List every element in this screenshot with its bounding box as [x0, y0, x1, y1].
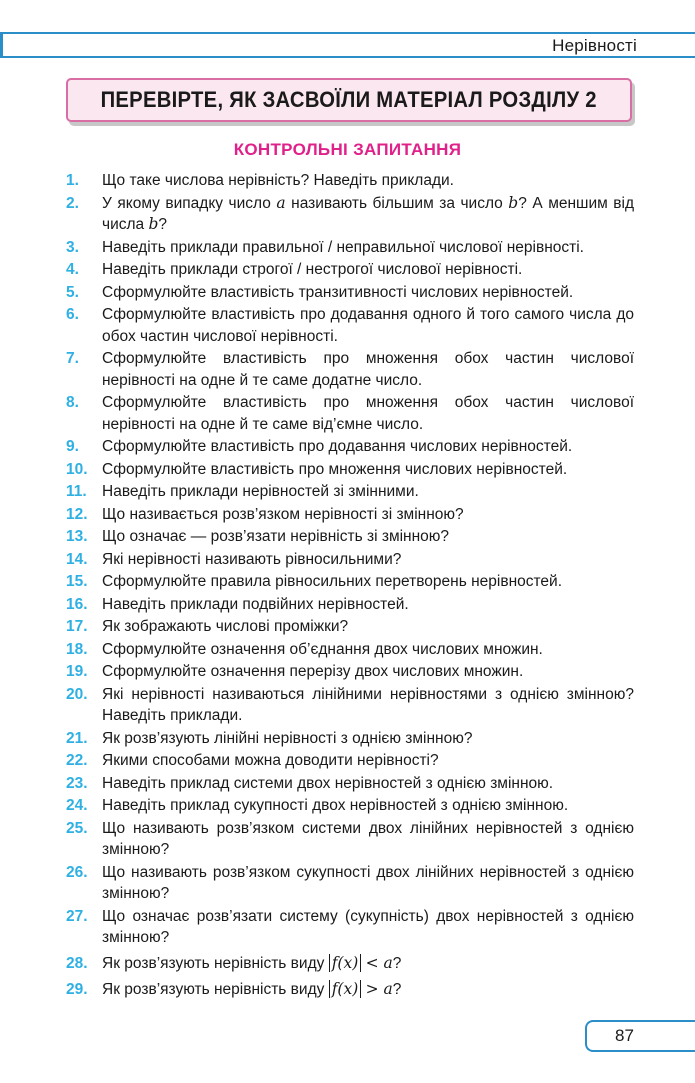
question-text: Якими способами можна доводити нерівності?	[102, 752, 439, 769]
question-text: Що називають розв’язком сукупності двох лінійних нерівностей з однією змінною?	[102, 863, 634, 902]
question-item	[66, 616, 634, 638]
question-number: 23.	[66, 774, 88, 792]
question-number: 21.	[66, 729, 88, 747]
question-number: 9.	[66, 438, 79, 455]
question-item	[66, 571, 634, 593]
question-text: Що означає розв’язати систему (сукупність) двох нерівностей з однією змінною?	[102, 907, 634, 946]
page-number: 87	[615, 1026, 634, 1045]
question-item	[66, 282, 634, 304]
question-text: Що означає — розв’язати нерівність зі змінною?	[102, 528, 450, 545]
question-number: 2.	[66, 194, 79, 212]
header-bar	[0, 32, 695, 58]
question-text: Наведіть приклади нерівностей зі змінними.	[102, 483, 419, 500]
question-text: Як розв’язують нерівність виду f(x) < a?	[102, 953, 402, 972]
question-text: Сформулюйте властивість про множення обох частин числової нерівності на одне й те саме додатне число.	[102, 350, 634, 389]
page-title: ПЕРЕВІРТЕ, ЯК ЗАСВОЇЛИ МАТЕРІАЛ РОЗДІЛУ 2	[100, 87, 598, 112]
question-text: Що називається розв’язком нерівності зі змінною?	[102, 505, 464, 523]
question-number: 8.	[66, 394, 79, 411]
variable-b: b	[508, 193, 519, 212]
question-text: Які нерівності називають рівносильними?	[102, 550, 402, 568]
question-item	[66, 459, 634, 481]
question-number: 19.	[66, 663, 88, 680]
chapter-review-title-box	[66, 78, 632, 122]
question-text: Наведіть приклади правильної / неправильної числової нерівності.	[102, 238, 584, 256]
question-number: 12.	[66, 505, 88, 523]
inequality-operator: > a	[365, 980, 393, 998]
question-text: Які нерівності називаються лінійними нерівностями з однією змінною? Наведіть приклади.	[102, 685, 634, 724]
question-number: 10.	[66, 460, 88, 478]
question-text: Сформулюйте властивість про додавання одного й того самого числа до обох частин числової нерівності.	[102, 306, 634, 345]
section-subtitle: КОНТРОЛЬНІ ЗАПИТАННЯ	[233, 140, 462, 159]
question-text: Наведіть приклад сукупності двох нерівностей з однією змінною.	[102, 797, 569, 814]
inequality-operator: < a	[365, 953, 393, 972]
question-number: 18.	[66, 640, 88, 658]
question-text: Що називають розв’язком системи двох лінійних нерівностей з однією змінною?	[102, 819, 634, 858]
question-number: 1.	[66, 172, 79, 189]
question-item	[66, 526, 634, 548]
question-item	[66, 818, 634, 861]
question-number: 6.	[66, 306, 79, 323]
question-number: 27.	[66, 907, 88, 925]
question-number: 17.	[66, 618, 88, 635]
question-item	[66, 639, 634, 661]
question-number: 4.	[66, 261, 79, 278]
question-number: 13.	[66, 528, 88, 545]
question-text: Наведіть приклади строгої / нестрогої числової нерівності.	[102, 261, 523, 278]
question-number: 14.	[66, 550, 88, 568]
question-text: Наведіть приклади подвійних нерівностей.	[102, 595, 409, 613]
question-number: 16.	[66, 595, 88, 613]
question-number: 5.	[66, 283, 79, 301]
question-item	[66, 684, 634, 727]
question-item	[66, 661, 634, 683]
question-item	[66, 594, 634, 616]
question-number: 11.	[66, 483, 87, 500]
question-text: Наведіть приклад системи двох нерівностей з однією змінною.	[102, 774, 554, 792]
footer-page-tab	[585, 1020, 695, 1052]
question-item	[66, 481, 634, 503]
question-text: Як розв’язують нерівність виду f(x) > a?	[102, 980, 402, 998]
variable-b: b	[148, 215, 159, 233]
question-item	[66, 259, 634, 281]
question-text: Сформулюйте властивість про множення обох частин числової нерівності на одне й те саме від’ємне число.	[102, 394, 634, 433]
question-item	[66, 906, 634, 949]
absolute-value-formula: f(x)	[329, 980, 362, 998]
question-item	[66, 392, 634, 435]
question-item	[66, 193, 634, 236]
question-number: 20.	[66, 685, 88, 703]
question-text: У якому випадку число a називають більшим за число b? А меншим від числа b?	[102, 193, 635, 233]
question-text: Як зображають числові проміжки?	[102, 618, 349, 635]
question-number: 15.	[66, 573, 88, 590]
question-number: 26.	[66, 863, 88, 881]
question-item	[66, 304, 634, 347]
question-text: Сформулюйте означення перерізу двох числових множин.	[102, 663, 524, 680]
question-number: 24.	[66, 797, 88, 814]
question-item	[66, 773, 634, 795]
question-item	[66, 504, 634, 526]
question-number: 3.	[66, 238, 79, 256]
question-item	[66, 170, 634, 192]
question-number: 28.	[66, 954, 88, 972]
absolute-value-formula: f(x)	[329, 954, 362, 972]
question-text: Сформулюйте означення об’єднання двох числових множин.	[102, 640, 543, 658]
variable-a: a	[276, 193, 286, 212]
question-item	[66, 979, 634, 1001]
question-text: Сформулюйте властивість про додавання числових нерівностей.	[102, 438, 573, 455]
question-item	[66, 436, 634, 458]
question-item	[66, 862, 634, 905]
question-text: Як розв’язують лінійні нерівності з однією змінною?	[102, 729, 473, 747]
question-item	[66, 795, 634, 817]
question-text: Що таке числова нерівність? Наведіть приклади.	[102, 172, 454, 189]
question-number: 22.	[66, 752, 88, 769]
questions-list	[66, 170, 634, 1006]
question-text: Сформулюйте правила рівносильних перетворень нерівностей.	[102, 573, 563, 590]
question-item	[66, 953, 634, 975]
question-number: 29.	[66, 981, 88, 998]
question-text: Сформулюйте властивість транзитивності числових нерівностей.	[102, 283, 574, 301]
question-number: 25.	[66, 819, 88, 837]
question-text: Сформулюйте властивість про множення числових нерівностей.	[102, 460, 568, 478]
question-item	[66, 348, 634, 391]
question-item	[66, 237, 634, 259]
question-number: 7.	[66, 350, 79, 367]
question-item	[66, 728, 634, 750]
question-item	[66, 549, 634, 571]
question-item	[66, 750, 634, 772]
section-title: Нерівності	[552, 36, 637, 55]
